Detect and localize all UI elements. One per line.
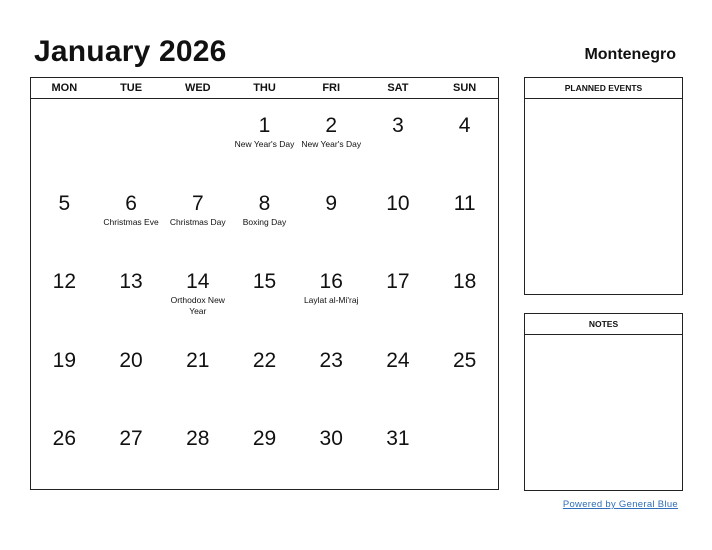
day-cell (431, 412, 498, 490)
day-number: 15 (252, 270, 277, 294)
holiday-label: New Year's Day (234, 139, 295, 149)
day-cell (98, 334, 165, 412)
day-cell (164, 99, 231, 177)
day-cell (231, 334, 298, 412)
day-number: 29 (252, 426, 277, 450)
calendar-title: January 2026 (34, 35, 227, 68)
weekday-thu: THU (253, 82, 276, 94)
day-cell (231, 412, 298, 490)
day-number: 19 (52, 348, 77, 372)
holiday-label: New Year's Day (301, 139, 362, 149)
day-cell (164, 412, 231, 490)
day-number: 27 (119, 426, 143, 450)
day-number: 26 (52, 426, 77, 450)
day-cell (365, 334, 432, 412)
day-number: 6 (125, 192, 137, 216)
day-cell (31, 334, 98, 412)
day-cell (365, 99, 432, 177)
day-number: 30 (319, 426, 343, 450)
day-cell (31, 255, 98, 333)
day-cell (431, 255, 498, 333)
day-cell (298, 255, 365, 333)
weekday-header-row (31, 78, 498, 99)
powered-by-link[interactable]: Powered by General Blue (562, 499, 678, 510)
day-number: 1 (258, 114, 271, 137)
day-number: 24 (386, 348, 410, 372)
day-cell (298, 334, 365, 412)
weekday-tue: TUE (120, 82, 143, 94)
day-cell (31, 412, 98, 490)
weekday-sun: SUN (453, 82, 477, 94)
day-number: 18 (452, 270, 477, 294)
day-number: 4 (458, 114, 471, 137)
country-name: Montenegro (584, 46, 676, 63)
day-cell (164, 255, 231, 333)
day-cell (431, 99, 498, 177)
day-cell (98, 177, 165, 255)
notes-header: NOTES (525, 314, 682, 335)
day-cell (365, 177, 432, 255)
day-number: 3 (392, 114, 404, 137)
day-cell (98, 255, 165, 333)
holiday-label: Christmas Day (169, 217, 226, 228)
day-cell (365, 412, 432, 490)
holiday-label: Christmas Eve (103, 217, 159, 228)
day-cell (98, 412, 165, 490)
day-number: 22 (252, 348, 277, 372)
day-cell (31, 99, 98, 177)
day-cell (231, 99, 298, 177)
day-cell (431, 177, 498, 255)
planned-events-panel (524, 77, 683, 295)
day-cell (231, 255, 298, 333)
day-number: 12 (52, 270, 77, 294)
day-number: 11 (453, 192, 476, 216)
holiday-label: Laylat al-Mi'raj (303, 295, 359, 306)
day-number: 7 (191, 192, 204, 216)
day-cell (164, 177, 231, 255)
day-number: 5 (58, 192, 71, 216)
day-number: 28 (186, 426, 210, 450)
day-number: 16 (319, 270, 343, 294)
day-number: 13 (119, 270, 143, 294)
day-cell (365, 255, 432, 333)
day-cell (298, 99, 365, 177)
day-number: 14 (186, 270, 210, 294)
weekday-mon: MON (51, 82, 78, 94)
weekday-fri: FRI (322, 82, 341, 94)
planned-events-header: PLANNED EVENTS (525, 78, 682, 99)
day-number: 8 (258, 192, 271, 216)
day-cell (231, 177, 298, 255)
day-number: 2 (325, 114, 338, 137)
day-number: 17 (386, 270, 410, 294)
day-number: 9 (325, 192, 338, 216)
calendar-weeks (31, 99, 498, 490)
day-number: 10 (386, 192, 410, 216)
weekday-wed: WED (184, 82, 211, 94)
weekday-sat: SAT (387, 82, 409, 94)
day-number: 23 (319, 348, 343, 372)
day-cell (98, 99, 165, 177)
holiday-label: Orthodox New Year (170, 295, 225, 317)
day-number: 20 (119, 348, 143, 372)
notes-panel (524, 313, 683, 491)
day-number: 31 (386, 426, 410, 450)
day-number: 21 (186, 348, 210, 372)
calendar-grid (30, 77, 499, 490)
day-cell (298, 177, 365, 255)
day-number: 25 (452, 348, 477, 372)
day-cell (298, 412, 365, 490)
holiday-label: Boxing Day (242, 217, 287, 228)
day-cell (164, 334, 231, 412)
day-cell (431, 334, 498, 412)
day-cell (31, 177, 98, 255)
